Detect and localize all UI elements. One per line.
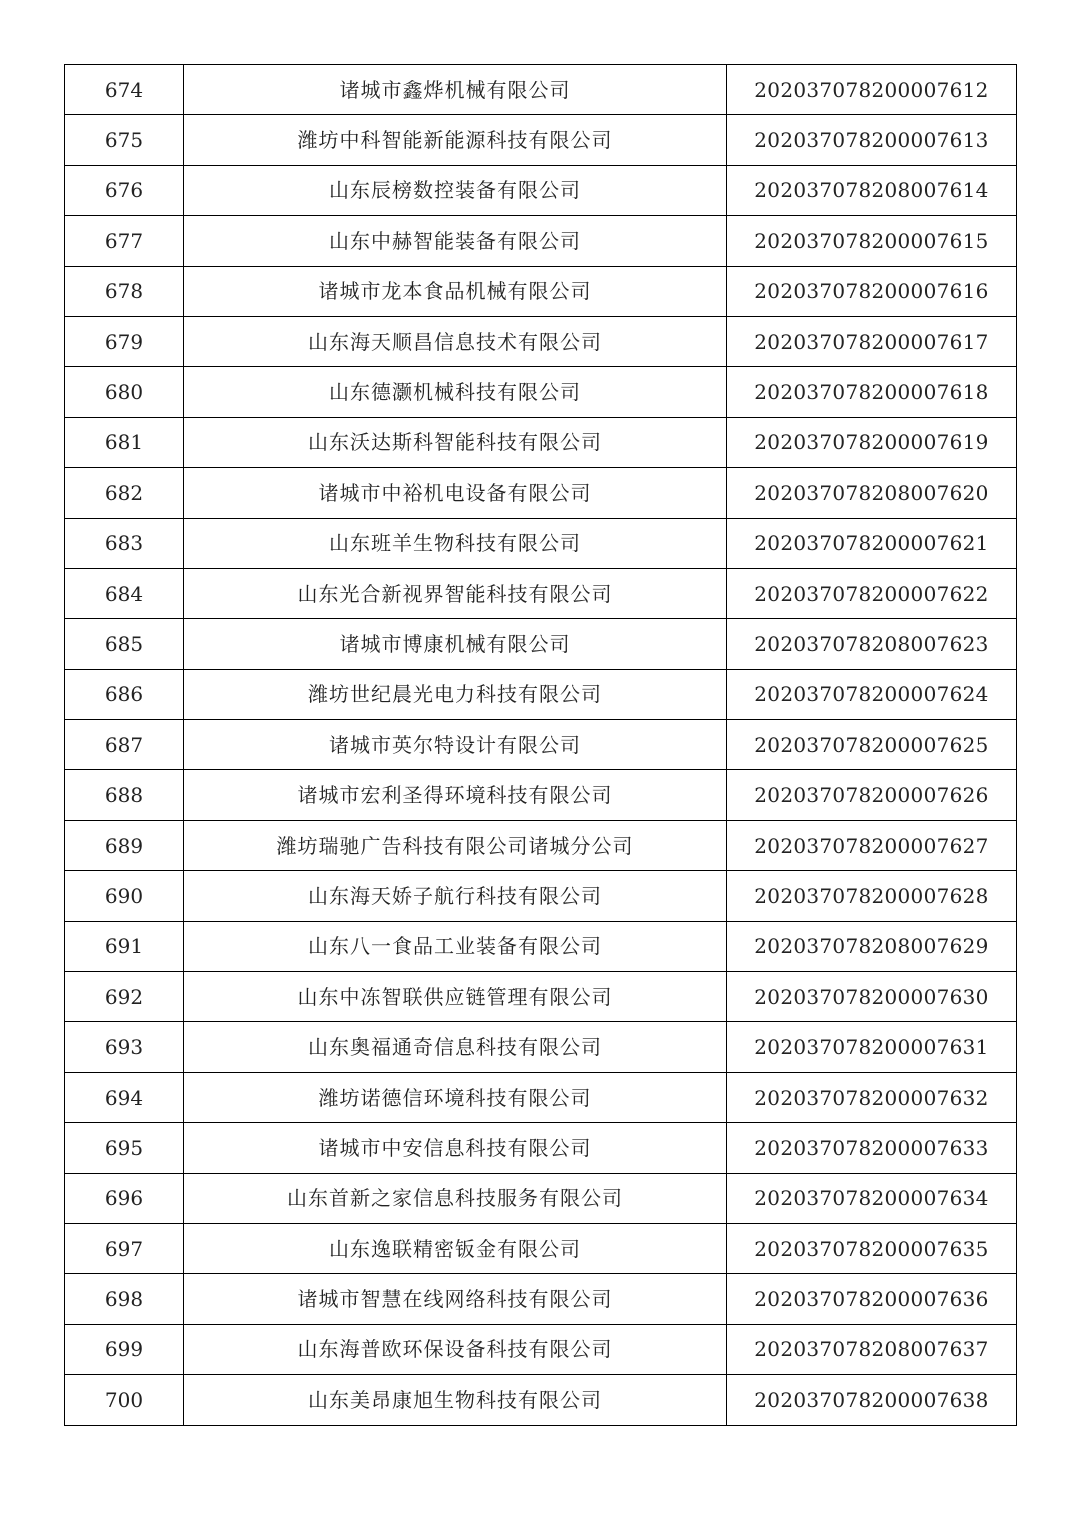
company-name-cell: 山东美昂康旭生物科技有限公司 — [184, 1375, 727, 1425]
registration-code-cell: 202037078200007622 — [727, 568, 1017, 618]
table-row — [65, 1022, 1017, 1072]
registration-code-cell: 202037078200007633 — [727, 1123, 1017, 1173]
registration-code-cell: 202037078200007612 — [727, 65, 1017, 115]
registration-code-cell: 202037078200007616 — [727, 266, 1017, 316]
table-row — [65, 65, 1017, 115]
company-name-cell: 潍坊世纪晨光电力科技有限公司 — [184, 669, 727, 719]
registration-code-cell: 202037078200007615 — [727, 216, 1017, 266]
company-name-cell: 山东中赫智能装备有限公司 — [184, 216, 727, 266]
row-number-cell: 689 — [65, 820, 184, 870]
table-row — [65, 871, 1017, 921]
company-name-cell: 山东海普欧环保设备科技有限公司 — [184, 1324, 727, 1374]
row-number-cell: 686 — [65, 669, 184, 719]
company-name-cell: 山东八一食品工业装备有限公司 — [184, 921, 727, 971]
registration-code-cell: 202037078208007614 — [727, 165, 1017, 215]
row-number-cell: 692 — [65, 972, 184, 1022]
company-name-cell: 诸城市龙本食品机械有限公司 — [184, 266, 727, 316]
table-row — [65, 1072, 1017, 1122]
company-name-cell: 诸城市博康机械有限公司 — [184, 619, 727, 669]
table-row — [65, 316, 1017, 366]
table-row — [65, 165, 1017, 215]
registration-code-cell: 202037078200007627 — [727, 820, 1017, 870]
row-number-cell: 679 — [65, 316, 184, 366]
table-row — [65, 1223, 1017, 1273]
row-number-cell: 684 — [65, 568, 184, 618]
table-row — [65, 820, 1017, 870]
company-name-cell: 诸城市宏利圣得环境科技有限公司 — [184, 770, 727, 820]
company-name-cell: 山东辰榜数控装备有限公司 — [184, 165, 727, 215]
registry-table-body — [65, 65, 1017, 1426]
row-number-cell: 694 — [65, 1072, 184, 1122]
row-number-cell: 676 — [65, 165, 184, 215]
row-number-cell: 690 — [65, 871, 184, 921]
registration-code-cell: 202037078208007623 — [727, 619, 1017, 669]
table-row — [65, 266, 1017, 316]
registration-code-cell: 202037078200007624 — [727, 669, 1017, 719]
registration-code-cell: 202037078200007632 — [727, 1072, 1017, 1122]
company-name-cell: 山东首新之家信息科技服务有限公司 — [184, 1173, 727, 1223]
registration-code-cell: 202037078200007626 — [727, 770, 1017, 820]
table-row — [65, 1274, 1017, 1324]
row-number-cell: 683 — [65, 518, 184, 568]
row-number-cell: 687 — [65, 720, 184, 770]
registration-code-cell: 202037078200007631 — [727, 1022, 1017, 1072]
row-number-cell: 678 — [65, 266, 184, 316]
company-name-cell: 诸城市中安信息科技有限公司 — [184, 1123, 727, 1173]
table-row — [65, 568, 1017, 618]
row-number-cell: 675 — [65, 115, 184, 165]
company-name-cell: 山东逸联精密钣金有限公司 — [184, 1223, 727, 1273]
row-number-cell: 688 — [65, 770, 184, 820]
table-row — [65, 770, 1017, 820]
company-name-cell: 山东海天顺昌信息技术有限公司 — [184, 316, 727, 366]
table-row — [65, 921, 1017, 971]
company-registry-table — [64, 64, 1017, 1426]
registration-code-cell: 202037078200007618 — [727, 367, 1017, 417]
table-row — [65, 1375, 1017, 1425]
company-name-cell: 山东海天娇子航行科技有限公司 — [184, 871, 727, 921]
registration-code-cell: 202037078200007628 — [727, 871, 1017, 921]
table-row — [65, 468, 1017, 518]
table-row — [65, 518, 1017, 568]
company-name-cell: 山东奥福通奇信息科技有限公司 — [184, 1022, 727, 1072]
row-number-cell: 696 — [65, 1173, 184, 1223]
registration-code-cell: 202037078200007630 — [727, 972, 1017, 1022]
company-name-cell: 山东光合新视界智能科技有限公司 — [184, 568, 727, 618]
registration-code-cell: 202037078200007619 — [727, 417, 1017, 467]
row-number-cell: 677 — [65, 216, 184, 266]
company-name-cell: 诸城市中裕机电设备有限公司 — [184, 468, 727, 518]
company-name-cell: 诸城市鑫烨机械有限公司 — [184, 65, 727, 115]
registration-code-cell: 202037078208007629 — [727, 921, 1017, 971]
registration-code-cell: 202037078200007638 — [727, 1375, 1017, 1425]
registration-code-cell: 202037078208007620 — [727, 468, 1017, 518]
row-number-cell: 681 — [65, 417, 184, 467]
company-name-cell: 山东沃达斯科智能科技有限公司 — [184, 417, 727, 467]
row-number-cell: 685 — [65, 619, 184, 669]
registration-code-cell: 202037078200007635 — [727, 1223, 1017, 1273]
company-name-cell: 潍坊中科智能新能源科技有限公司 — [184, 115, 727, 165]
company-name-cell: 山东中冻智联供应链管理有限公司 — [184, 972, 727, 1022]
row-number-cell: 695 — [65, 1123, 184, 1173]
table-row — [65, 417, 1017, 467]
row-number-cell: 697 — [65, 1223, 184, 1273]
registration-code-cell: 202037078200007636 — [727, 1274, 1017, 1324]
row-number-cell: 680 — [65, 367, 184, 417]
company-name-cell: 潍坊瑞驰广告科技有限公司诸城分公司 — [184, 820, 727, 870]
company-name-cell: 诸城市英尔特设计有限公司 — [184, 720, 727, 770]
row-number-cell: 699 — [65, 1324, 184, 1374]
registration-code-cell: 202037078200007625 — [727, 720, 1017, 770]
row-number-cell: 691 — [65, 921, 184, 971]
registration-code-cell: 202037078200007617 — [727, 316, 1017, 366]
table-row — [65, 216, 1017, 266]
company-name-cell: 潍坊诺德信环境科技有限公司 — [184, 1072, 727, 1122]
table-row — [65, 115, 1017, 165]
row-number-cell: 700 — [65, 1375, 184, 1425]
table-row — [65, 1324, 1017, 1374]
table-row — [65, 972, 1017, 1022]
registration-code-cell: 202037078208007637 — [727, 1324, 1017, 1374]
company-name-cell: 诸城市智慧在线网络科技有限公司 — [184, 1274, 727, 1324]
table-row — [65, 367, 1017, 417]
registration-code-cell: 202037078200007613 — [727, 115, 1017, 165]
table-row — [65, 720, 1017, 770]
row-number-cell: 682 — [65, 468, 184, 518]
company-name-cell: 山东德灏机械科技有限公司 — [184, 367, 727, 417]
company-name-cell: 山东班羊生物科技有限公司 — [184, 518, 727, 568]
table-row — [65, 1123, 1017, 1173]
registration-code-cell: 202037078200007634 — [727, 1173, 1017, 1223]
table-row — [65, 669, 1017, 719]
registration-code-cell: 202037078200007621 — [727, 518, 1017, 568]
row-number-cell: 698 — [65, 1274, 184, 1324]
row-number-cell: 674 — [65, 65, 184, 115]
row-number-cell: 693 — [65, 1022, 184, 1072]
table-row — [65, 619, 1017, 669]
table-row — [65, 1173, 1017, 1223]
